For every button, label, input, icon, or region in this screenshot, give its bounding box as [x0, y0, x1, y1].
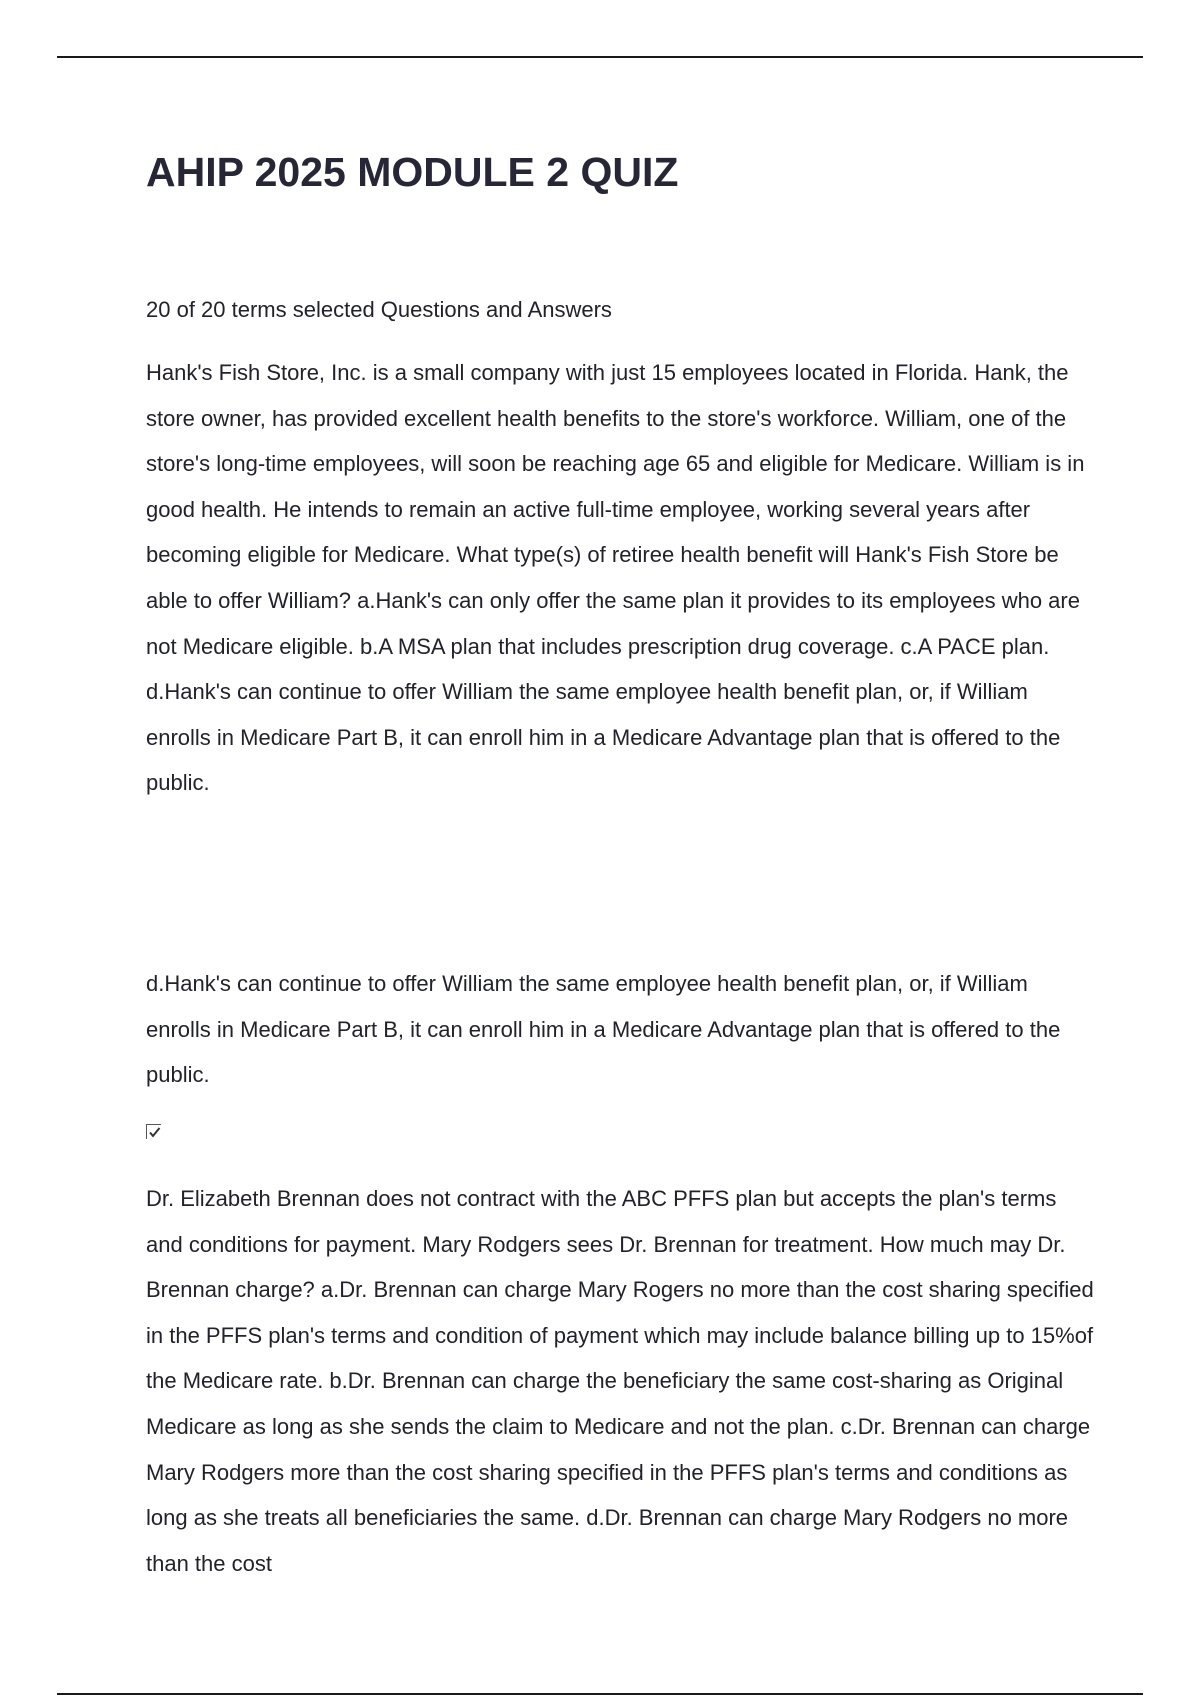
document-body	[146, 138, 1096, 1576]
answer-1-text: d.Hank's can continue to offer William the same employee health benefit plan, or, if William enrolls in Medicare Part B, it can enroll him in a Medicare Advantage plan that is offered to the public.	[146, 971, 1061, 1088]
question-1-text: Hank's Fish Store, Inc. is a small company with just 15 employees located in Florida. Hank, the store owner, has provided excellent health benefits to the store's workforce. William, one of the store's long-time employees, will soon be reaching age 65 and eligible for Medicare. William is in good health. He intends to remain an active full-time employee, working several years after becoming eligible for Medicare. What type(s) of retiree health benefit will Hank's Fish Store be able to offer William? a.Hank's can only offer the same plan it provides to its employees who are not Medicare eligible. b.A MSA plan that includes prescription drug coverage. c.A PACE plan. d.Hank's can continue to offer William the same employee health benefit plan, or, if William enrolls in Medicare Part B, it can enroll him in a Medicare Advantage plan that is offered to the public.	[146, 360, 1085, 796]
bottom-rule	[57, 1693, 1143, 1695]
question-2-text: Dr. Elizabeth Brennan does not contract with the ABC PFFS plan but accepts the plan's terms and conditions for payment. Mary Rodgers sees Dr. Brennan for treatment. How much may Dr. Brennan charge? a.Dr. Brennan can charge Mary Rogers no more than the cost sharing specified in the PFFS plan's terms and condition of payment which may include balance billing up to 15%of the Medicare rate. b.Dr. Brennan can charge the beneficiary the same cost-sharing as Original Medicare as long as she sends the claim to Medicare and not the plan. c.Dr. Brennan can charge Mary Rodgers more than the cost sharing specified in the PFFS plan's terms and conditions as long as she treats all beneficiaries the same. d.Dr. Brennan can charge Mary Rodgers no more than the cost	[146, 1186, 1094, 1576]
checkbox-checked-icon	[146, 1124, 161, 1139]
subtitle: 20 of 20 terms selected Questions and Answers	[146, 297, 612, 322]
top-rule	[57, 56, 1143, 58]
page-title: AHIP 2025 MODULE 2 QUIZ	[146, 149, 679, 195]
